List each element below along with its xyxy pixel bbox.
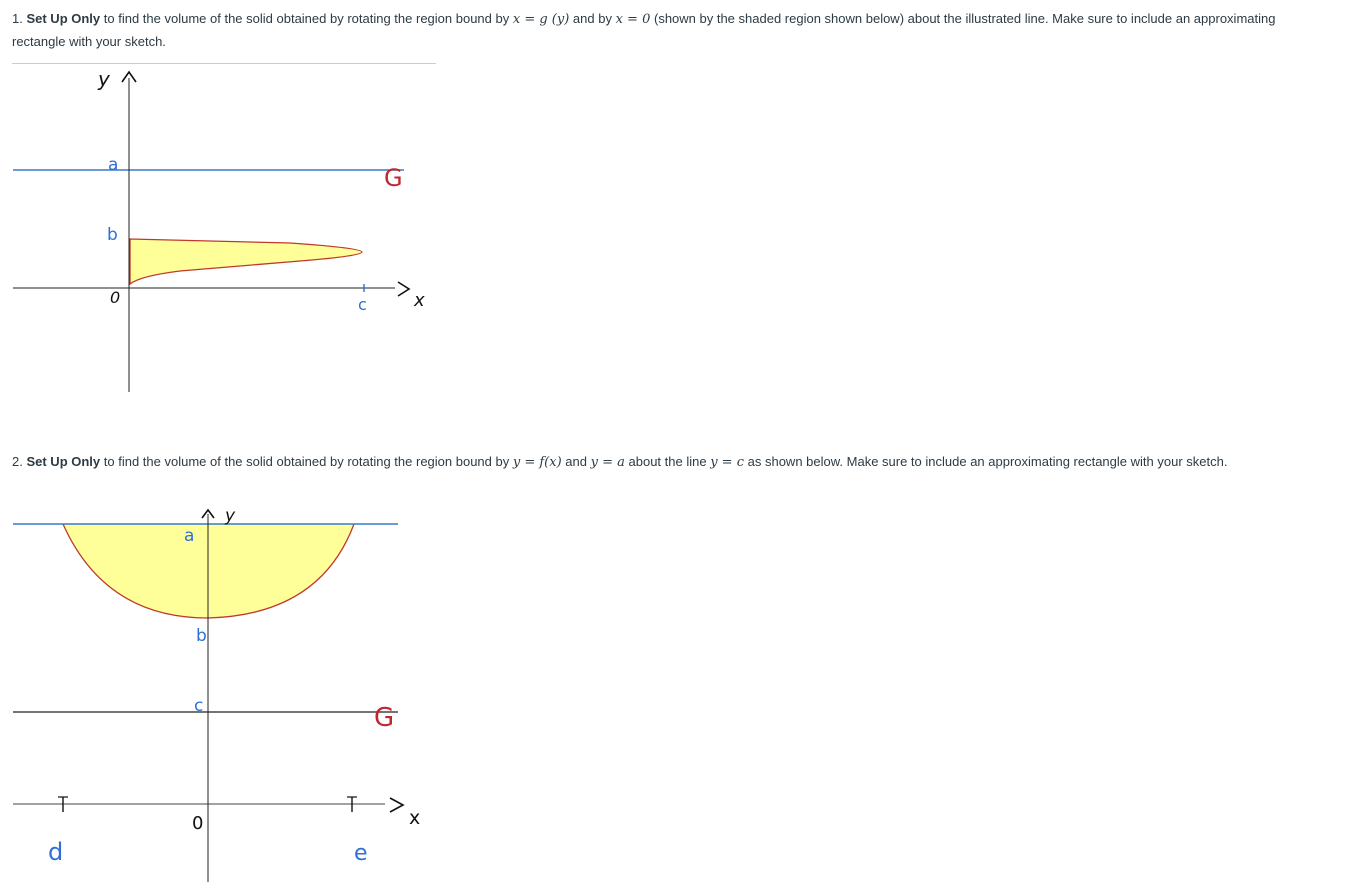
x-axis-label: x: [414, 290, 425, 311]
label-c: c: [194, 696, 204, 716]
question-text: and: [565, 454, 587, 469]
y-axis-label: y: [225, 506, 236, 526]
equation-y-a: y = a: [590, 455, 625, 470]
question-number: 1.: [12, 11, 23, 26]
x-axis-label: x: [409, 807, 421, 829]
equation-x-0: x = 0: [615, 12, 651, 27]
label-a: a: [108, 155, 119, 175]
question-text: and by: [572, 11, 612, 26]
question-text: as shown below. Make sure to include an approximating rectangle with your sketch.: [747, 454, 1228, 469]
question-number: 2.: [12, 454, 23, 469]
label-d: d: [48, 838, 64, 866]
equation-y-f-x: y = f(x): [512, 455, 562, 470]
question-text: about the line: [628, 454, 707, 469]
question-text: to find the volume of the solid obtained by rotating the region bound by: [103, 11, 510, 26]
rotation-line-label: G: [374, 703, 395, 733]
x-arrow-icon: [390, 798, 403, 812]
equation-y-c: y = c: [710, 455, 744, 470]
question-text: to find the volume of the solid obtained by rotating the region bound by: [103, 454, 510, 469]
label-b: b: [107, 225, 118, 245]
equation-x-g-y: x = g (y): [512, 12, 570, 27]
label-zero: 0: [192, 813, 204, 834]
label-zero: 0: [110, 288, 121, 307]
set-up-only-label: Set Up Only: [26, 11, 101, 26]
label-b: b: [196, 626, 207, 646]
y-axis-label: y: [98, 67, 110, 91]
label-a: a: [184, 526, 195, 546]
set-up-only-label: Set Up Only: [26, 454, 101, 469]
label-e: e: [354, 841, 368, 866]
question-text: (shown by the shaded region shown below) about the illustrated line. Make sure to include an approximating rectangle with your sketch.: [12, 11, 1276, 49]
label-c: c: [358, 295, 367, 314]
rotation-line-label: G: [384, 164, 403, 192]
